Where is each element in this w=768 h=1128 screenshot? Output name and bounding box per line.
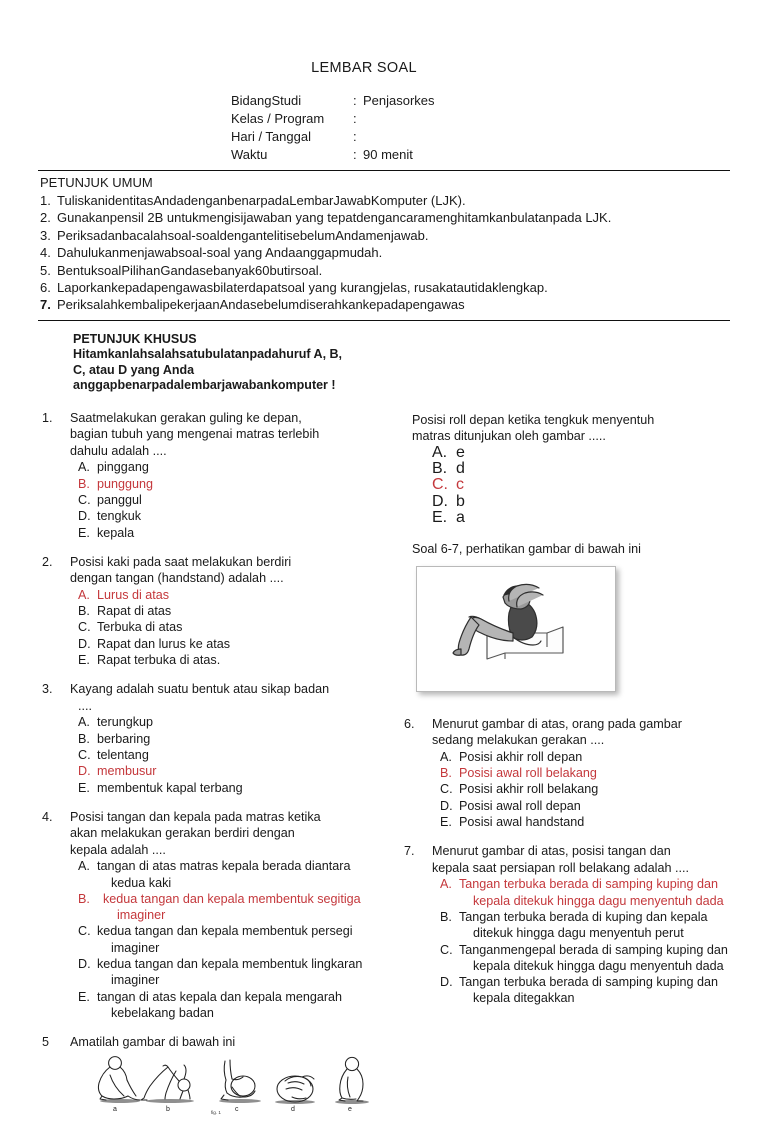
petunjuk-umum-item-text: Dahulukanmenjawabsoal-soal yang Andaanggapmudah. [57,245,383,261]
petunjuk-umum-item-number: 3. [40,227,51,243]
question-2-stem [70,554,388,587]
question-1-number: 1. [42,410,53,425]
question-2-stem-line: dengan tangan (handstand) adalah .... [70,571,284,586]
forward-roll-sequence-figure [80,1053,380,1115]
question-3-body [70,681,388,795]
option-letter: A. [432,443,448,461]
option-letter: A. [440,877,452,892]
option-letter: C. [78,747,91,762]
option-row[interactable] [70,603,388,619]
option-text: membentuk kapal terbang [97,780,243,795]
option-letter: B. [78,604,90,619]
option-text: tengkuk [97,509,142,524]
option-row[interactable] [70,587,388,603]
option-row[interactable] [432,477,750,493]
option-text: a [456,509,465,527]
question-2-number: 2. [42,554,53,569]
petunjuk-umum-item [40,244,742,261]
option-text: Rapat terbuka di atas. [97,653,221,668]
question-7 [402,843,750,1006]
option-row[interactable] [70,508,388,524]
option-row[interactable] [432,445,750,461]
option-text: tangan di atas kepala dan kepala mengarah kebelakang badan [97,989,343,1020]
petunjuk-umum-item-text: Gunakanpensil 2B untukmengisijawaban yang tepatdengancaramenghitamkanbulatanpada LJK. [57,210,612,226]
option-letter: A. [78,587,90,602]
option-text: Posisi akhir roll belakang [459,782,599,797]
question-4-stem-line: kepala adalah .... [70,842,166,857]
option-row[interactable] [432,510,750,526]
option-text: terungkup [97,715,154,730]
document-title: LEMBAR SOAL [311,60,417,76]
option-letter: D. [78,957,91,972]
option-letter: D. [440,798,453,813]
question-2-options [70,587,388,668]
option-text: berbaring [97,731,151,746]
question-1-stem-line: bagian tubuh yang mengenai matras terlebih [70,427,320,442]
question-5-continuation-stem-line: matras ditunjukan oleh gambar ..... [412,429,606,444]
option-text: Rapat dan lurus ke atas [97,636,231,651]
option-letter: E. [78,653,90,668]
question-4 [40,809,388,1021]
option-letter: B. [78,731,90,746]
question-3-stem-line: Kayang adalah suatu bentuk atau sikap badan [70,682,330,697]
soal-6-7-note: Soal 6-7, perhatikan gambar di bawah ini [412,542,641,557]
option-letter: C. [78,492,91,507]
option-row[interactable] [432,494,750,510]
petunjuk-umum-list [40,192,742,314]
petunjuk-umum-item-number: 6. [40,280,51,296]
petunjuk-khusus-line-1: Hitamkanlahsalahsatubulatanpadahuruf A, B, [73,347,343,362]
option-text: panggul [97,492,142,507]
question-4-options [70,858,388,1021]
option-text: b [456,492,465,510]
question-2-stem-line: Posisi kaki pada saat melakukan berdiri [70,554,292,569]
option-letter: A. [78,460,90,475]
option-letter: C. [440,782,453,797]
divider-above-petunjuk-umum [38,170,730,171]
option-letter: B. [440,909,452,924]
option-text: Posisi awal roll depan [459,798,581,813]
option-row[interactable] [70,989,388,1022]
question-5-continuation [402,412,750,526]
question-3-number: 3. [42,682,53,697]
option-letter: A. [78,859,90,874]
question-7-number: 7. [404,844,415,859]
petunjuk-umum-item-text: PeriksalahkembalipekerjaanAndasebelumdiserahkankepadapengawas [57,297,465,313]
option-letter: B. [440,766,452,781]
question-1-stem-line: dahulu adalah .... [70,443,167,458]
question-4-body [70,809,388,1021]
meta-label-bidang-studi: BidangStudi [231,93,302,108]
question-4-stem-line: Posisi tangan dan kepala pada matras ketika [70,809,321,824]
question-3-options [70,714,388,795]
question-4-stem [70,809,388,859]
option-text: Tangan terbuka berada di samping kuping dan kepala ditegakkan [459,975,719,1006]
meta-label-kelas-program: Kelas / Program [231,111,325,126]
meta-value-bidang-studi: Penjasorkes [363,93,435,108]
option-row[interactable] [432,876,750,909]
petunjuk-umum-item [40,279,742,296]
meta-value-waktu: 90 menit [363,147,413,162]
option-text: kepala [97,525,135,540]
option-letter: D. [432,492,448,510]
exam-sheet-page [0,60,768,1115]
question-2 [40,554,388,668]
option-letter: C. [78,620,91,635]
option-text: Tangan terbuka berada di samping kuping dan kepala ditekuk hingga dagu menyentuh dada [459,877,724,908]
option-letter: D. [78,764,91,779]
question-3-stem-line: .... [78,698,92,713]
petunjuk-umum-item [40,209,742,226]
question-6-stem-line: Menurut gambar di atas, orang pada gambar [432,716,682,731]
petunjuk-umum-item-number: 4. [40,245,51,261]
question-1-options [70,459,388,540]
svg-text:e: e [348,1105,352,1113]
question-5-number: 5 [42,1035,50,1050]
option-row[interactable] [70,619,388,635]
question-7-stem-line: Menurut gambar di atas, posisi tangan dan [432,844,671,859]
petunjuk-khusus-line-3: anggapbenarpadalembarjawabankomputer ! [73,378,336,393]
option-letter: D. [440,975,453,990]
question-3-stem [70,681,388,714]
option-row[interactable] [432,909,750,942]
divider-below-petunjuk-umum [38,320,730,321]
questions-column-left [40,410,388,1128]
question-6-body [432,716,750,830]
option-row[interactable] [432,781,750,797]
meta-label-waktu: Waktu [231,147,268,162]
option-row[interactable] [70,731,388,747]
question-5 [40,1034,388,1115]
petunjuk-umum-heading: PETUNJUK UMUM [40,175,153,190]
svg-text:d: d [291,1105,295,1113]
question-1-body [70,410,388,541]
question-4-number: 4. [42,809,53,824]
option-row[interactable] [432,798,750,814]
option-text: c [456,476,464,494]
petunjuk-umum-item-text: Periksadanbacalahsoal-soaldengantelitisebelumAndamenjawab. [57,227,429,243]
option-letter: E. [78,780,90,795]
option-row[interactable] [432,461,750,477]
petunjuk-umum-item-number: 1. [40,193,51,208]
question-7-body [432,843,750,1006]
svg-text:b: b [166,1105,170,1113]
petunjuk-umum-item-text: BentuksoalPilihanGandasebanyak60butirsoal. [57,262,323,278]
option-row[interactable] [70,780,388,796]
option-text: kedua tangan dan kepala membentuk persegi imaginer [97,924,353,955]
option-row[interactable] [70,858,388,891]
option-row[interactable] [70,956,388,989]
option-text: Rapat di atas [97,604,172,619]
option-row[interactable] [70,747,388,763]
option-row[interactable] [432,765,750,781]
question-5-continuation-stem-line: Posisi roll depan ketika tengkuk menyentuh [412,412,655,427]
question-5-body [70,1034,388,1115]
petunjuk-umum-item-number: 2. [40,210,51,226]
petunjuk-khusus-heading: PETUNJUK KHUSUS [73,331,197,346]
question-6 [402,716,750,830]
option-text: Tangan terbuka berada di kuping dan kepala ditekuk hingga dagu menyentuh perut [459,909,708,941]
option-text: Posisi akhir roll depan [459,749,583,764]
option-letter: B. [78,476,90,491]
backward-roll-start-position-figure [416,566,616,692]
option-letter: A. [440,749,452,764]
option-text: kedua tangan dan kepala membentuk segitiga imaginer [103,891,361,923]
question-3 [40,681,388,795]
petunjuk-khusus-block [73,332,403,394]
petunjuk-umum-item-text: Laporkankepadapengawasbilaterdapatsoal yang kurangjelas, rusakatautidaklengkap. [57,280,548,296]
option-row[interactable] [70,714,388,730]
option-row[interactable] [70,923,388,956]
question-1 [40,410,388,541]
option-letter: C. [78,924,91,939]
option-row[interactable] [70,636,388,652]
option-text: kedua tangan dan kepala membentuk lingkaran imaginer [97,957,363,988]
meta-row-hari-tanggal [231,128,435,146]
meta-colon-kelas-program: : [353,111,357,126]
question-7-stem-line: kepala saat persiapan roll belakang adalah .... [432,860,689,875]
option-text: d [456,460,465,478]
option-row[interactable] [70,652,388,668]
petunjuk-umum-item-text: TuliskanidentitasAndadenganbenarpadaLembarJawabKomputer (LJK). [57,193,466,208]
option-text: telentang [97,747,149,762]
question-6-options [432,749,750,830]
question-7-stem [432,843,750,876]
petunjuk-umum-item [40,227,742,244]
meta-row-bidang-studi [231,92,435,110]
meta-row-kelas-program [231,110,435,128]
option-row[interactable] [432,749,750,765]
petunjuk-khusus-line-2: C, atau D yang Anda [73,362,195,377]
question-5-stem: Amatilah gambar di bawah ini [70,1035,236,1050]
option-text: membusur [97,764,157,779]
meta-value-kelas-program [363,110,435,128]
option-row[interactable] [70,492,388,508]
petunjuk-umum-item [40,192,742,209]
questions-column-right [402,410,750,1128]
question-1-stem-line: Saatmelakukan gerakan guling ke depan, [70,410,302,425]
petunjuk-umum-item-number: 7. [40,297,51,313]
option-letter: E. [440,815,452,830]
option-text: punggung [97,476,154,491]
question-4-stem-line: akan melakukan gerakan berdiri dengan [70,826,295,841]
question-5-options [432,445,750,526]
option-text: Terbuka di atas [97,620,183,635]
option-text: pinggang [97,460,149,475]
option-text: Tanganmengepal berada di samping kuping dan kepala ditekuk hingga dagu menyentuh dada [459,942,728,973]
option-letter: E. [432,509,448,527]
exam-meta-table [231,92,435,164]
question-1-stem [70,410,388,460]
option-row[interactable] [70,525,388,541]
option-row[interactable] [432,814,750,830]
option-row[interactable] [70,476,388,492]
option-row[interactable] [70,459,388,475]
option-letter: E. [78,989,90,1004]
question-6-stem [432,716,750,749]
svg-text:c: c [235,1105,239,1113]
option-letter: C. [440,942,453,957]
option-row[interactable] [432,974,750,1007]
question-7-options [432,876,750,1006]
question-6-stem-line: sedang melakukan gerakan .... [432,733,605,748]
meta-label-hari-tanggal: Hari / Tanggal [231,129,311,144]
option-row[interactable] [432,942,750,975]
petunjuk-umum-item-number: 5. [40,262,51,278]
petunjuk-umum-item [40,296,742,313]
question-2-body [70,554,388,668]
option-row[interactable] [70,763,388,779]
option-text: Posisi awal roll belakang [459,766,597,781]
meta-value-hari-tanggal [363,128,435,146]
svg-text:a: a [113,1105,117,1113]
option-row[interactable] [70,891,388,924]
meta-colon-waktu: : [353,147,357,162]
meta-colon-bidang-studi: : [353,93,357,108]
option-text: Lurus di atas [97,587,170,602]
option-letter: D. [78,636,91,651]
meta-row-waktu [231,146,435,164]
question-5-continuation-stem [412,412,750,445]
option-letter: C. [432,476,448,494]
option-letter: B. [78,891,90,906]
question-6-number: 6. [404,716,415,731]
option-text: Posisi awal handstand [459,815,585,830]
option-letter: D. [78,509,91,524]
option-letter: A. [78,715,90,730]
figure-caption: fig. 1 [211,1109,221,1115]
option-text: e [456,443,465,461]
petunjuk-umum-item [40,262,742,279]
option-letter: B. [432,460,448,478]
questions-area [26,410,742,1128]
option-letter: E. [78,525,90,540]
meta-colon-hari-tanggal: : [353,129,357,144]
option-text: tangan di atas matras kepala berada diantara kedua kaki [97,859,351,890]
